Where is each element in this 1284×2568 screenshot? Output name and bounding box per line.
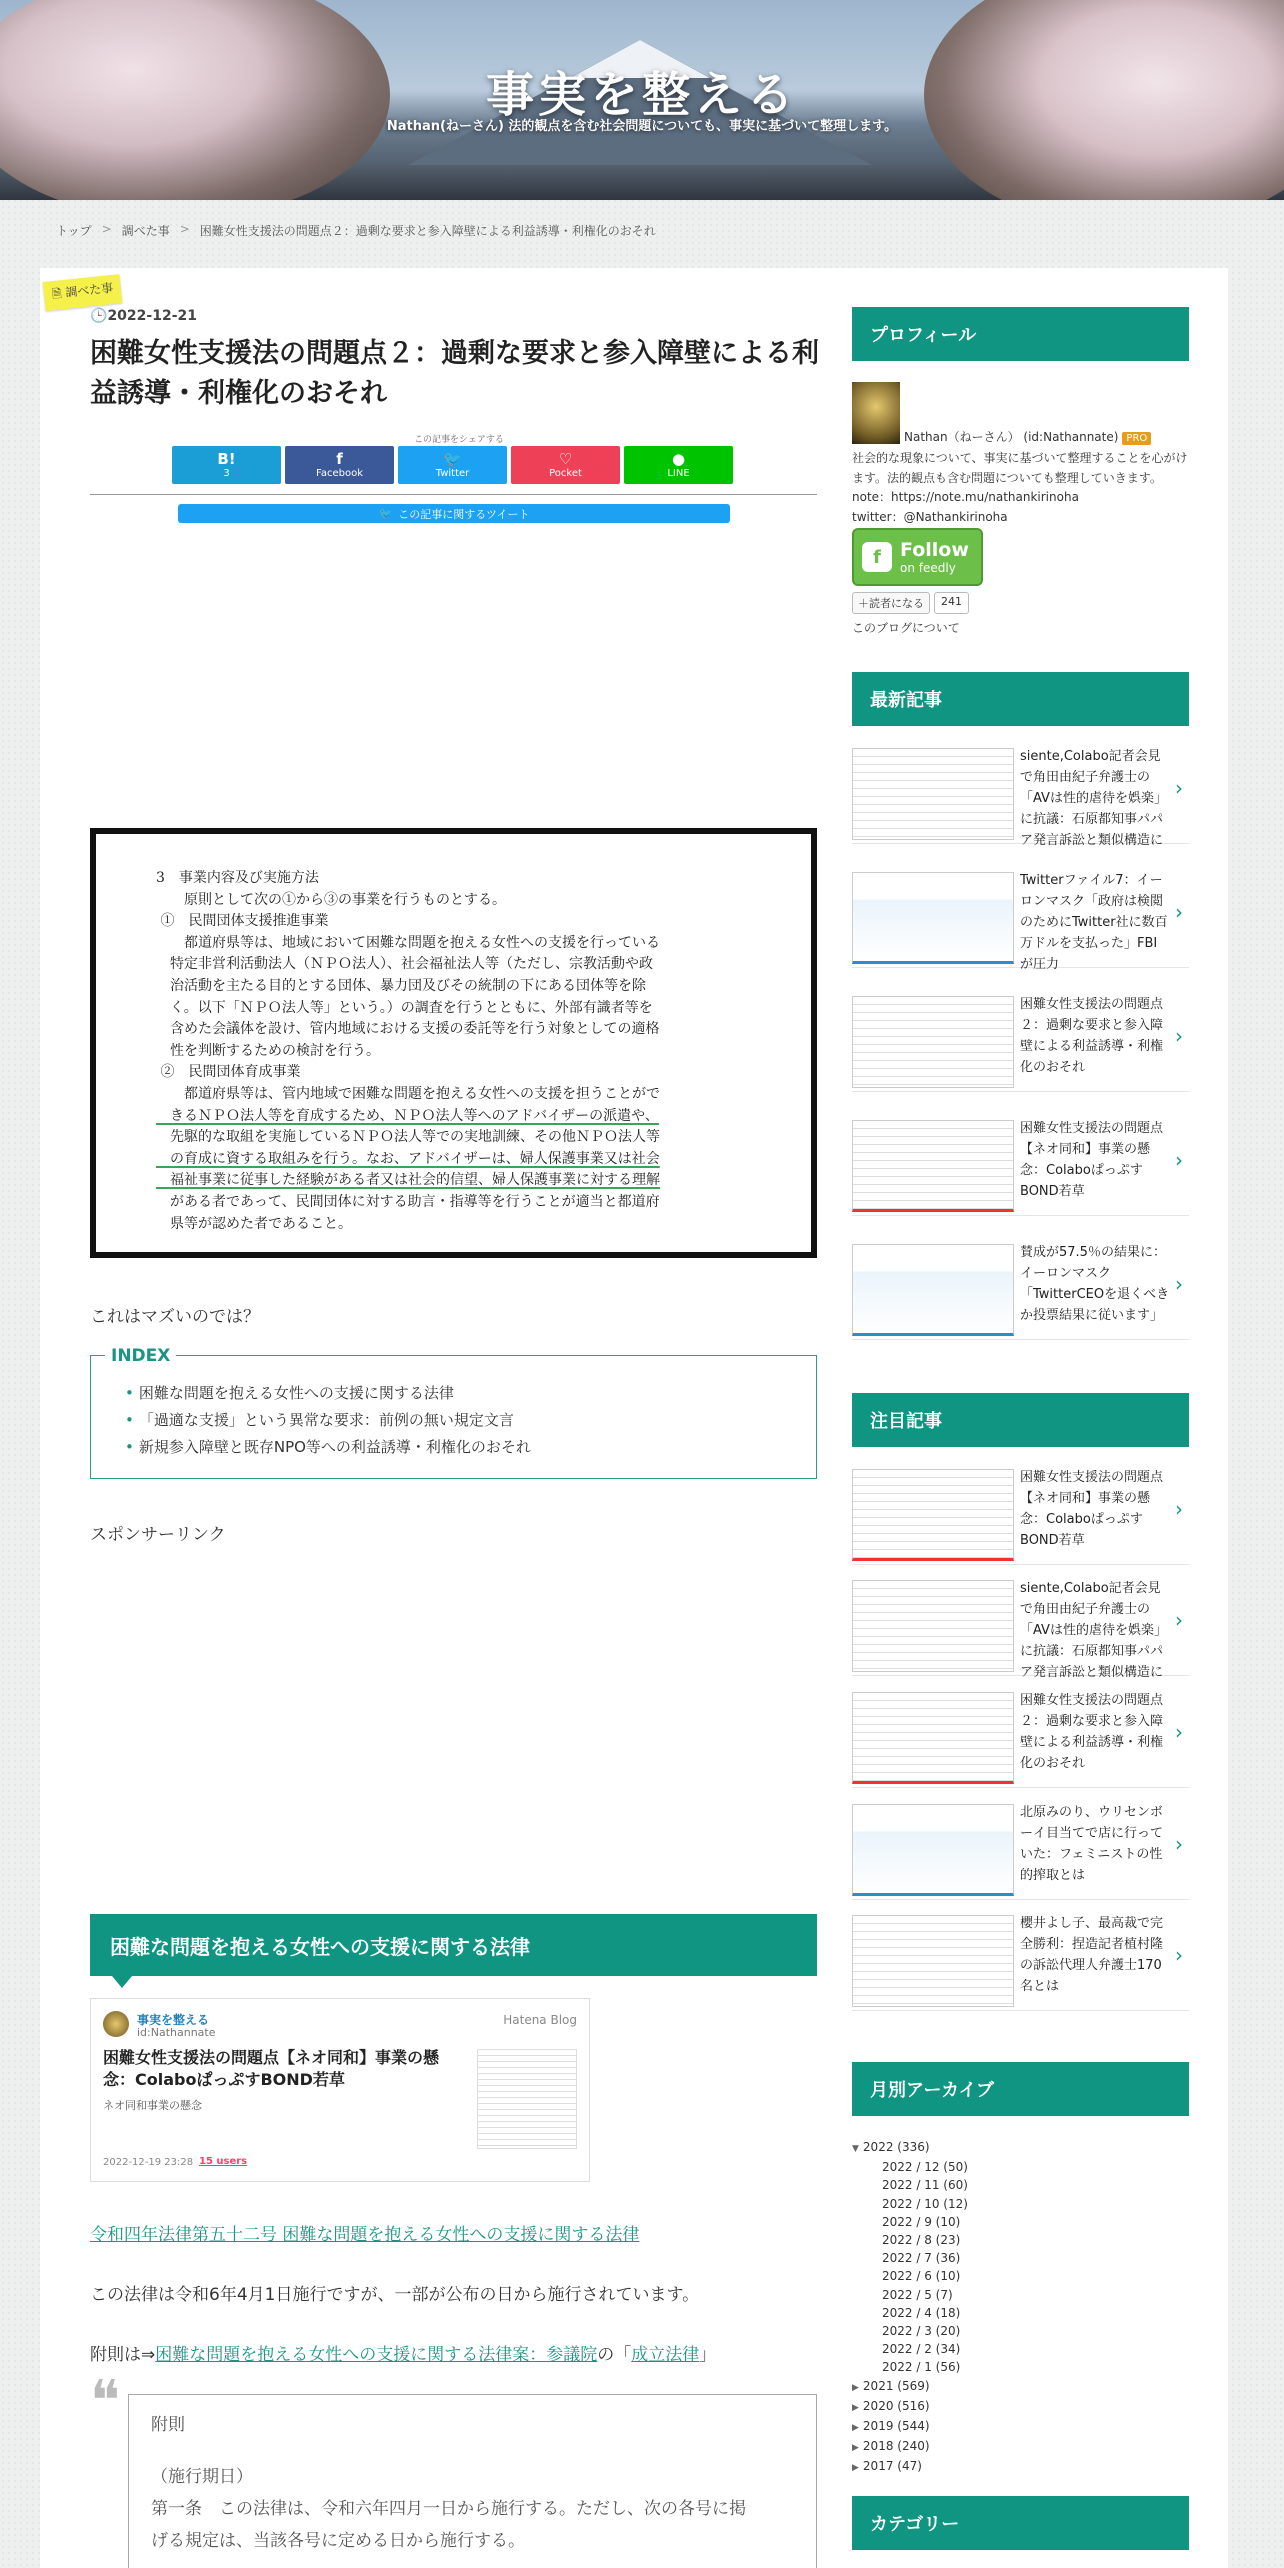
section-heading: 困難な問題を抱える女性への支援に関する法律 (90, 1914, 817, 1976)
archive-month[interactable] (852, 2358, 968, 2376)
sidebar-archive-heading: 月別アーカイブ (852, 2062, 1189, 2116)
quote-line: げる規定は、当該各号に定める日から施行する。 (151, 2531, 525, 2551)
twitter-bird-icon: 🐦 (443, 450, 462, 468)
site-description: Nathan(ねーさん) 法的観点を含む社会問題についても、事実に基づいて整理します。 (386, 119, 898, 134)
featured-article-item[interactable] (852, 1680, 1189, 1788)
archive-list (852, 2138, 968, 2478)
share-line-label: LINE (667, 468, 690, 479)
doc-line: 先駆的な取組を実施しているＮＰＯ法人等での実地訓練、その他ＮＰＯ法人等 (156, 1129, 660, 1146)
archive-month-link[interactable]: 2022 / 4 (18) (882, 2305, 961, 2320)
quote-icon: ❝ (90, 2369, 121, 2434)
article-title: 賛成が57.5％の結果に：イーロンマスク「TwitterCEOを退くべきか投票結果に従います」 (1020, 1245, 1170, 1323)
share-pocket-button[interactable] (511, 446, 620, 484)
article-thumbnail (852, 872, 1014, 964)
post-date-text: 2022-12-21 (107, 308, 197, 324)
breadcrumb-top[interactable]: トップ (56, 224, 92, 238)
chevron-right-icon: › (1175, 1608, 1183, 1632)
about-blog-link[interactable]: このブログについて (852, 621, 960, 635)
latest-article-item[interactable] (852, 736, 1189, 848)
article-title: 北原みのり、ウリセンボーイ目当てで店に行っていた：フェミニストの性的搾取とは (1020, 1805, 1164, 1883)
article-thumbnail (852, 748, 1014, 840)
quote-line: 附則 (151, 2415, 185, 2435)
archive-year[interactable] (852, 2138, 968, 2158)
sidebar-latest-heading: 最新記事 (852, 672, 1189, 726)
blog-card-thumbnail (477, 2049, 577, 2149)
site-header (0, 0, 1284, 200)
doc-line: 性を判断するための検討を行う。 (156, 1042, 380, 1059)
triangle-right-icon: ▶ (852, 2402, 859, 2413)
quote-line: （施行期日） (151, 2467, 253, 2487)
category-label[interactable]: 🗎 調べた事 (43, 274, 123, 311)
featured-article-item[interactable] (852, 1568, 1189, 1680)
comment-text: これはマズいのでは？ (90, 1307, 260, 1327)
archive-month-link[interactable]: 2022 / 8 (23) (882, 2233, 961, 2248)
article-title: siente,Colabo記者会見で角田由紀子弁護士の「AVは性的虐待を娯楽」に抗議：石原都知事パパア発言訴訟と類似構造に (1020, 1581, 1167, 1680)
toc-item-link[interactable]: 新規参入障壁と既存NPO等への利益誘導・利権化のおそれ (138, 1438, 531, 1456)
paragraph (90, 2340, 716, 2365)
latest-article-item[interactable] (852, 860, 1189, 972)
archive-month-link[interactable]: 2022 / 5 (7) (882, 2287, 953, 2302)
doc-line: 3 事業内容及び実施方法 (156, 870, 319, 886)
share-buttons (172, 446, 733, 484)
profile-bio: 社会的な現象について、事実に基づいて整理することを心がけます。法的観点も含む問題についても整理していきます。 (852, 451, 1188, 485)
breadcrumb-category[interactable]: 調べた事 (121, 224, 170, 238)
post-title: 困難女性支援法の問題点２：過剰な要求と参入障壁による利益誘導・利権化のおそれ (90, 338, 819, 409)
article-title: 困難女性支援法の問題点２：過剰な要求と参入障壁による利益誘導・利権化のおそれ (1020, 997, 1164, 1075)
article-thumbnail (852, 1244, 1014, 1336)
doc-line: 県等が認めた者であること。 (156, 1215, 352, 1232)
profile-note: note：https://note.mu/nathankirinoha (852, 490, 1079, 504)
post-date (90, 308, 197, 324)
doc-line: 含めた会議体を設け、管内地域における支援の委託等を行う対象としての適格 (156, 1021, 660, 1038)
pocket-icon: ♡ (558, 450, 573, 468)
archive-month-link[interactable]: 2022 / 1 (56) (882, 2360, 961, 2375)
breadcrumb-separator: > (179, 222, 190, 236)
table-of-contents (90, 1346, 817, 1479)
doc-line-underlined: の育成に資する取組みを行う。なお、アドバイザーは、婦人保護事業又は社会 (156, 1150, 660, 1167)
chevron-right-icon: › (1175, 1497, 1183, 1521)
feedly-icon: f (862, 542, 892, 572)
doc-line-underlined: 福祉事業に従事した経験がある者又は社会的信望、婦人保護事業に対する理解 (156, 1172, 660, 1189)
twitter-bird-icon: 🐦 (378, 507, 393, 520)
article-thumbnail (852, 1915, 1014, 2007)
profile-name (904, 428, 1151, 445)
paragraph-text: 附則は⇒ (90, 2345, 156, 2365)
profile-name-text[interactable]: Nathan（ねーさん） (id:Nathannate) (904, 430, 1119, 444)
archive-month-link[interactable]: 2022 / 2 (34) (882, 2342, 961, 2357)
archive-month[interactable] (852, 2158, 968, 2176)
paragraph: この法律は令和6年4月1日施行ですが、一部が公布の日から施行されています。 (90, 2285, 700, 2305)
archive-month-link[interactable]: 2022 / 12 (50) (882, 2160, 968, 2175)
archive-month-link[interactable]: 2022 / 9 (10) (882, 2214, 961, 2229)
feedly-label-sub: on feedly (900, 560, 956, 575)
chevron-right-icon: › (1175, 900, 1183, 924)
subscriber-count: 241 (934, 592, 969, 614)
archive-month[interactable] (852, 2176, 968, 2194)
related-tweets-button[interactable] (178, 504, 730, 523)
archive-year-link[interactable]: 2020 (516) (862, 2398, 930, 2413)
quote-line: 第一条 この法律は、令和六年四月一日から施行する。ただし、次の各号に掲 (151, 2499, 746, 2519)
doc-line: 治活動を主たる目的とする団体、暴力団及びその統制の下にある団体等を除 (156, 977, 646, 994)
toc-item[interactable] (125, 1434, 531, 1461)
archive-month[interactable] (852, 2340, 968, 2358)
feedly-label (900, 538, 969, 575)
article-thumbnail (852, 1692, 1014, 1784)
article-title: 櫻井よし子、最高裁で完全勝利：捏造記者植村隆の訴訟代理人弁護士170名とは (1020, 1916, 1164, 1994)
blog-card-date: 2022-12-19 23:28 (103, 2157, 194, 2168)
archive-month-link[interactable]: 2022 / 11 (60) (882, 2178, 968, 2193)
blog-card-user: id:Nathannate (137, 2026, 216, 2039)
share-facebook-button[interactable] (285, 446, 394, 484)
plus-icon: ＋ (858, 597, 869, 610)
article-title: Twitterファイル7：イーロンマスク「政府は検閲のためにTwitter社に数百万ドルを支払った」FBIが圧力 (1020, 873, 1168, 972)
archive-year[interactable] (852, 2437, 968, 2457)
triangle-right-icon: ▶ (852, 2463, 859, 2474)
archive-month[interactable] (852, 2267, 968, 2285)
blog-card-blog-name: 事実を整える (137, 2013, 210, 2027)
article-title: siente,Colabo記者会見で角田由紀子弁護士の「AVは性的虐待を娯楽」に抗議：石原都知事パパア発言訴訟と類似構造に (1020, 749, 1167, 848)
toc-item[interactable] (125, 1380, 531, 1407)
doc-line-underlined: きるＮＰＯ法人等を育成するため、ＮＰＯ法人等へのアドバイザーの派遣や、 (156, 1107, 659, 1124)
archive-month[interactable] (852, 2304, 968, 2322)
subscribe-row (852, 592, 969, 614)
doc-line: がある者であって、民間団体に対する助言・指導等を行うことが適当と都道府 (156, 1193, 660, 1210)
site-title[interactable]: 事実を整える (485, 67, 798, 123)
doc-line: ② 民間団体育成事業 (156, 1064, 301, 1081)
archive-month[interactable] (852, 2195, 968, 2213)
doc-line: ① 民間団体支援推進事業 (156, 913, 329, 930)
chevron-right-icon: › (1175, 1148, 1183, 1172)
doc-line: 都道府県等は、管内地域で困難な問題を抱える女性への支援を担うことがで (156, 1085, 660, 1102)
triangle-right-icon: ▶ (852, 2443, 859, 2454)
breadcrumb (56, 222, 656, 239)
share-hatena-count: 3 (223, 468, 230, 479)
document-screenshot (90, 828, 817, 1258)
latest-article-item[interactable] (852, 1108, 1189, 1216)
article-title: 困難女性支援法の問題点【ネオ同和】事業の懸念：ColaboぱっぷすBOND若草 (1020, 1470, 1164, 1548)
law-link[interactable]: 令和四年法律第五十二号 困難な問題を抱える女性への支援に関する法律 (90, 2225, 640, 2245)
article-title: 困難女性支援法の問題点【ネオ同和】事業の懸念：ColaboぱっぷすBOND若草 (1020, 1121, 1164, 1199)
article-thumbnail (852, 1804, 1014, 1896)
archive-month[interactable] (852, 2322, 968, 2340)
archive-year[interactable] (852, 2457, 968, 2477)
blog-card-bookmark-users[interactable]: 15 users (199, 2156, 248, 2167)
archive-year-link[interactable]: 2018 (240) (862, 2439, 930, 2454)
toc-item-link[interactable]: 「過適な支援」という異常な要求：前例の無い規定文言 (138, 1411, 514, 1429)
subscribe-label: 読者になる (869, 597, 924, 610)
hatena-bookmark-icon: B! (217, 450, 236, 468)
pro-badge: PRO (1122, 432, 1151, 445)
avatar (103, 2011, 129, 2037)
archive-year-link[interactable]: 2021 (569) (862, 2378, 930, 2393)
profile-twitter: twitter：@Nathankirinoha (852, 510, 1008, 524)
sidebar-category-heading: カテゴリー (852, 2496, 1189, 2550)
toc-item[interactable] (125, 1407, 531, 1434)
article-thumbnail (852, 1120, 1014, 1212)
archive-month[interactable] (852, 2249, 968, 2267)
archive-month-link[interactable]: 2022 / 3 (20) (882, 2324, 961, 2339)
breadcrumb-separator: > (101, 222, 112, 236)
hatena-blog-logo: Hatena Blog (503, 2013, 577, 2027)
chevron-right-icon: › (1175, 1024, 1183, 1048)
enacted-law-link[interactable]: 成立法律 (631, 2345, 700, 2365)
sidebar-featured-heading: 注目記事 (852, 1393, 1189, 1447)
line-icon: ● (671, 450, 686, 468)
toc-item-link[interactable]: 困難な問題を抱える女性への支援に関する法律 (138, 1384, 454, 1402)
featured-article-item[interactable] (852, 1792, 1189, 1900)
latest-article-item[interactable] (852, 1232, 1189, 1340)
latest-article-item[interactable] (852, 984, 1189, 1092)
chevron-right-icon: › (1175, 1720, 1183, 1744)
feedly-label-main: Follow (900, 538, 969, 561)
paragraph-text: 」 (699, 2345, 717, 2365)
archive-month[interactable] (852, 2231, 968, 2249)
chevron-right-icon: › (1175, 1943, 1183, 1967)
doc-line: く。以下「ＮＰＯ法人等」という。）の調査を行うとともに、外部有識者等を (156, 999, 653, 1016)
share-twitter-label: Twitter (435, 468, 470, 479)
facebook-icon: f (336, 450, 343, 468)
archive-month[interactable] (852, 2213, 968, 2231)
blockquote (128, 2394, 817, 2568)
doc-line: 特定非営利活動法人（ＮＰＯ法人）、社会福祉法人等（ただし、宗教活動や政 (156, 956, 653, 973)
chevron-right-icon: › (1175, 1272, 1183, 1296)
archive-year[interactable] (852, 2377, 968, 2397)
triangle-right-icon: ▶ (852, 2382, 859, 2393)
blog-card-title: 困難女性支援法の問題点【ネオ同和】事業の懸念：ColaboぱっぷすBOND若草 (103, 2048, 440, 2090)
share-twitter-button[interactable] (398, 446, 507, 484)
chevron-right-icon: › (1175, 776, 1183, 800)
blog-card-description: ネオ同和事業の懸念 (103, 2099, 202, 2112)
triangle-right-icon: ▶ (852, 2423, 859, 2434)
share-divider (90, 494, 817, 495)
archive-year[interactable] (852, 2397, 968, 2417)
toc-list (125, 1380, 531, 1461)
article-title: 困難女性支援法の問題点２：過剰な要求と参入障壁による利益誘導・利権化のおそれ (1020, 1693, 1164, 1771)
sponsor-label: スポンサーリンク (90, 1525, 226, 1545)
profile-avatar[interactable] (852, 382, 900, 444)
archive-year-link[interactable]: 2019 (544) (862, 2419, 930, 2434)
article-thumbnail (852, 1580, 1014, 1672)
archive-year-link[interactable]: 2017 (47) (862, 2459, 922, 2474)
feedly-follow-button[interactable] (852, 528, 983, 586)
share-line-button[interactable] (624, 446, 733, 484)
archive-month[interactable] (852, 2286, 968, 2304)
embedded-blog-card[interactable] (90, 1998, 590, 2182)
featured-article-item[interactable] (852, 1903, 1189, 2011)
related-tweets-label: この記事に関するツイート (398, 507, 530, 521)
sidebar-profile-heading: プロフィール (852, 307, 1189, 361)
article-thumbnail (852, 996, 1014, 1088)
chevron-right-icon: › (1175, 1832, 1183, 1856)
paragraph-text: の「 (597, 2345, 632, 2365)
article-thumbnail (852, 1469, 1014, 1561)
featured-article-item[interactable] (852, 1457, 1189, 1565)
subscribe-button[interactable] (852, 592, 930, 614)
share-pocket-label: Pocket (549, 468, 582, 479)
archive-year-link[interactable]: 2022 (336) (862, 2140, 930, 2154)
share-hatena-button[interactable] (172, 446, 281, 484)
archive-year[interactable] (852, 2417, 968, 2437)
archive-month-link[interactable]: 2022 / 6 (10) (882, 2269, 961, 2284)
breadcrumb-current: 困難女性支援法の問題点２：過剰な要求と参入障壁による利益誘導・利権化のおそれ (199, 224, 656, 238)
triangle-down-icon: ▼ (852, 2144, 859, 2154)
toc-title: INDEX (105, 1346, 176, 1366)
bill-link[interactable]: 困難な問題を抱える女性への支援に関する法律案：参議院 (155, 2345, 598, 2365)
category-label-text: 調べた事 (64, 280, 114, 300)
doc-line: 原則として次の①から③の事業を行うものとする。 (156, 891, 506, 908)
doc-line: 都道府県等は、地域において困難な問題を抱える女性への支援を行っている (156, 934, 660, 951)
clock-icon: 🕒 (90, 308, 108, 324)
archive-month-link[interactable]: 2022 / 7 (36) (882, 2251, 961, 2266)
share-caption: この記事をシェアする (414, 435, 504, 445)
share-facebook-label: Facebook (316, 468, 363, 479)
archive-month-link[interactable]: 2022 / 10 (12) (882, 2196, 968, 2211)
